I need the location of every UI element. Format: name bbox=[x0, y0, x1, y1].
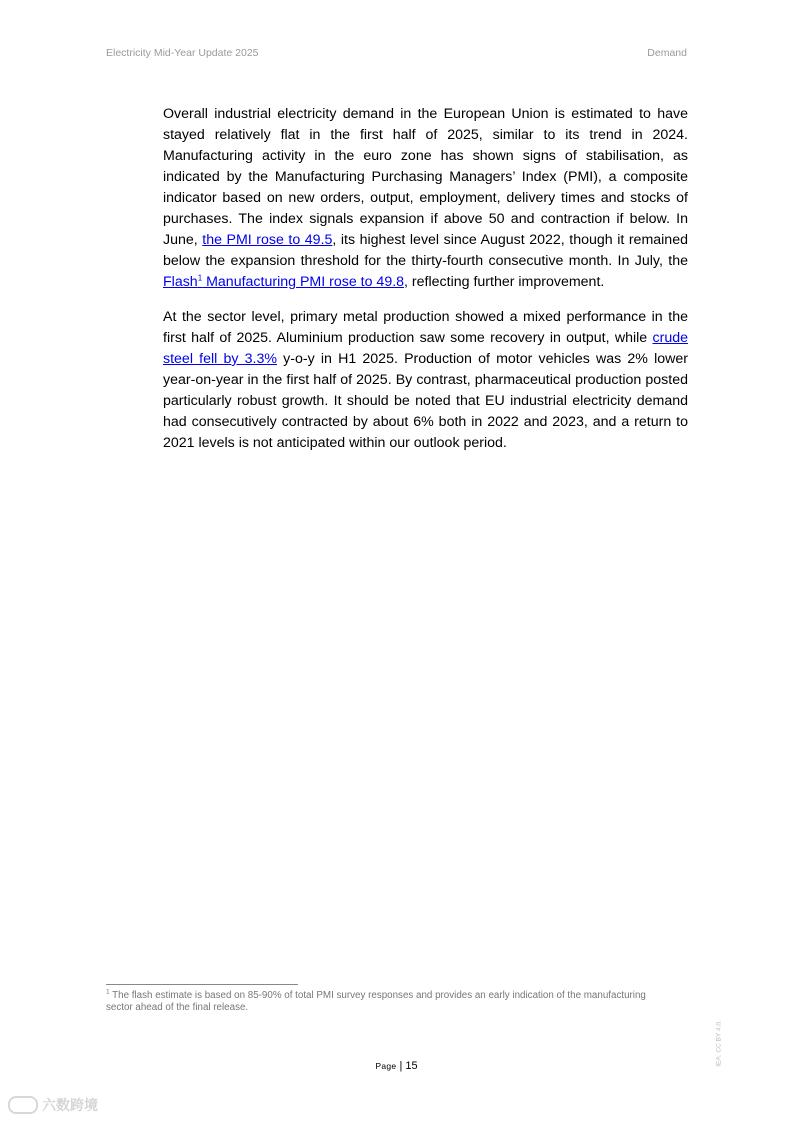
paragraph-sector-level bbox=[163, 307, 688, 454]
watermark-text: 六数跨境 bbox=[42, 1097, 98, 1113]
flash-pmi-link-text: Flash bbox=[163, 274, 198, 290]
paragraph-industrial-demand bbox=[163, 104, 688, 293]
page-separator: | bbox=[396, 1060, 406, 1072]
paragraph-text: At the sector level, primary metal production showed a mixed performance in the first half of 2025. Aluminium production saw some recovery in output, while bbox=[163, 309, 688, 346]
crude-steel-link[interactable]: crude steel fell by 3.3% bbox=[163, 330, 688, 367]
page-label: Page bbox=[375, 1061, 397, 1071]
flash-pmi-link-text: Manufacturing PMI rose to 49.8 bbox=[202, 274, 405, 290]
footnote bbox=[106, 990, 666, 1014]
main-body bbox=[163, 104, 688, 468]
paragraph-text: , reflecting further improvement. bbox=[404, 274, 605, 290]
running-header-section: Demand bbox=[647, 47, 687, 59]
page-number-value: 15 bbox=[405, 1060, 418, 1072]
paragraph-text: , its highest level since August 2022, though it remained below the expansion threshold for the thirty-fourth consecutive month. In July, the bbox=[163, 232, 688, 269]
footnote-number: 1 bbox=[106, 988, 110, 996]
page-number bbox=[0, 1060, 793, 1072]
pmi-june-link[interactable]: the PMI rose to 49.5 bbox=[202, 232, 333, 248]
running-header-title: Electricity Mid-Year Update 2025 bbox=[106, 47, 259, 59]
footnote-divider bbox=[106, 984, 298, 985]
watermark-logo-icon bbox=[8, 1096, 38, 1114]
license-notice: IEA. CC BY 4.0. bbox=[715, 1020, 723, 1067]
paragraph-text: Overall industrial electricity demand in the European Union is estimated to have stayed relatively flat in the first half of 2025, similar to its trend in 2024. Manufacturing activity in the euro zone has shown signs of stabilisation, as indicated by the Manufacturing Purchasing Managers’ Index (PMI), a composite indicator based on new orders, output, employment, delivery times and stocks of purchases. The index signals expansion if above 50 and contraction if below. In June, bbox=[163, 106, 688, 248]
flash-pmi-link[interactable] bbox=[163, 274, 404, 290]
footnote-text: The flash estimate is based on 85-90% of total PMI survey responses and provides an early indication of the manufacturing sector ahead of the final release. bbox=[106, 990, 646, 1013]
watermark bbox=[8, 1095, 98, 1115]
footnote-marker: 1 bbox=[197, 273, 203, 283]
paragraph-text: y-o-y in H1 2025. Production of motor vehicles was 2% lower year-on-year in the first half of 2025. By contrast, pharmaceutical production posted particularly robust growth. It should be noted that EU industrial electricity demand had consecutively contracted by about 6% both in 2022 and 2023, and a return to 2021 levels is not anticipated within our outlook period. bbox=[163, 351, 688, 451]
